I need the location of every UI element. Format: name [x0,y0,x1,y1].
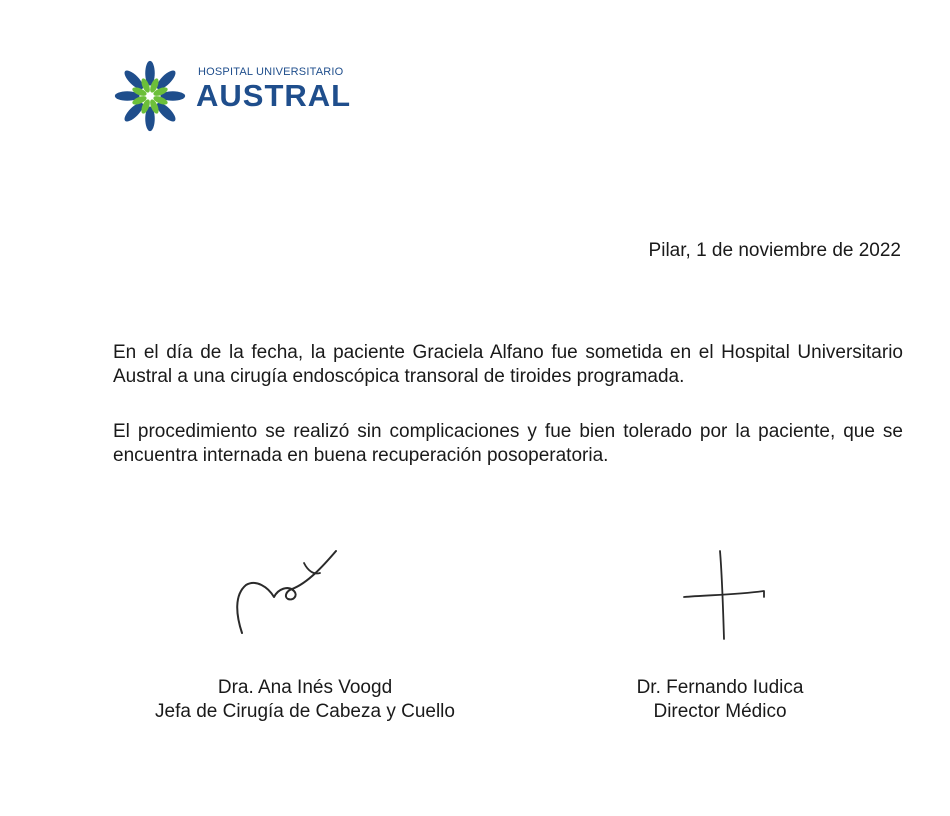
signatory-title: Jefa de Cirugía de Cabeza y Cuello [155,701,455,722]
signature-block-right [570,676,870,724]
flower-star-icon [112,58,188,134]
body-paragraph: En el día de la fecha, la paciente Graciela Alfano fue sometida en el Hospital Universitario Austral a una cirugía endoscópica transoral de tiroides programada. [113,342,903,387]
letterhead-title: AUSTRAL [196,78,352,113]
signatory-name: Dra. Ana Inés Voogd [217,677,393,698]
hospital-letterhead [112,56,372,136]
signatory-title: Director Médico [653,701,787,722]
signature-block-left [110,676,500,724]
letterhead-subtitle: HOSPITAL UNIVERSITARIO [198,66,344,78]
body-paragraph: El procedimiento se realizó sin complicaciones y fue bien tolerado por la paciente, que se encuentra internada en buena recuperación posoperatoria. [113,421,903,466]
signatory-name: Dr. Fernando Iudica [636,677,804,698]
letter-date: Pilar, 1 de noviembre de 2022 [648,240,901,261]
signature-left-image [228,545,346,640]
signature-right-image [676,545,776,645]
